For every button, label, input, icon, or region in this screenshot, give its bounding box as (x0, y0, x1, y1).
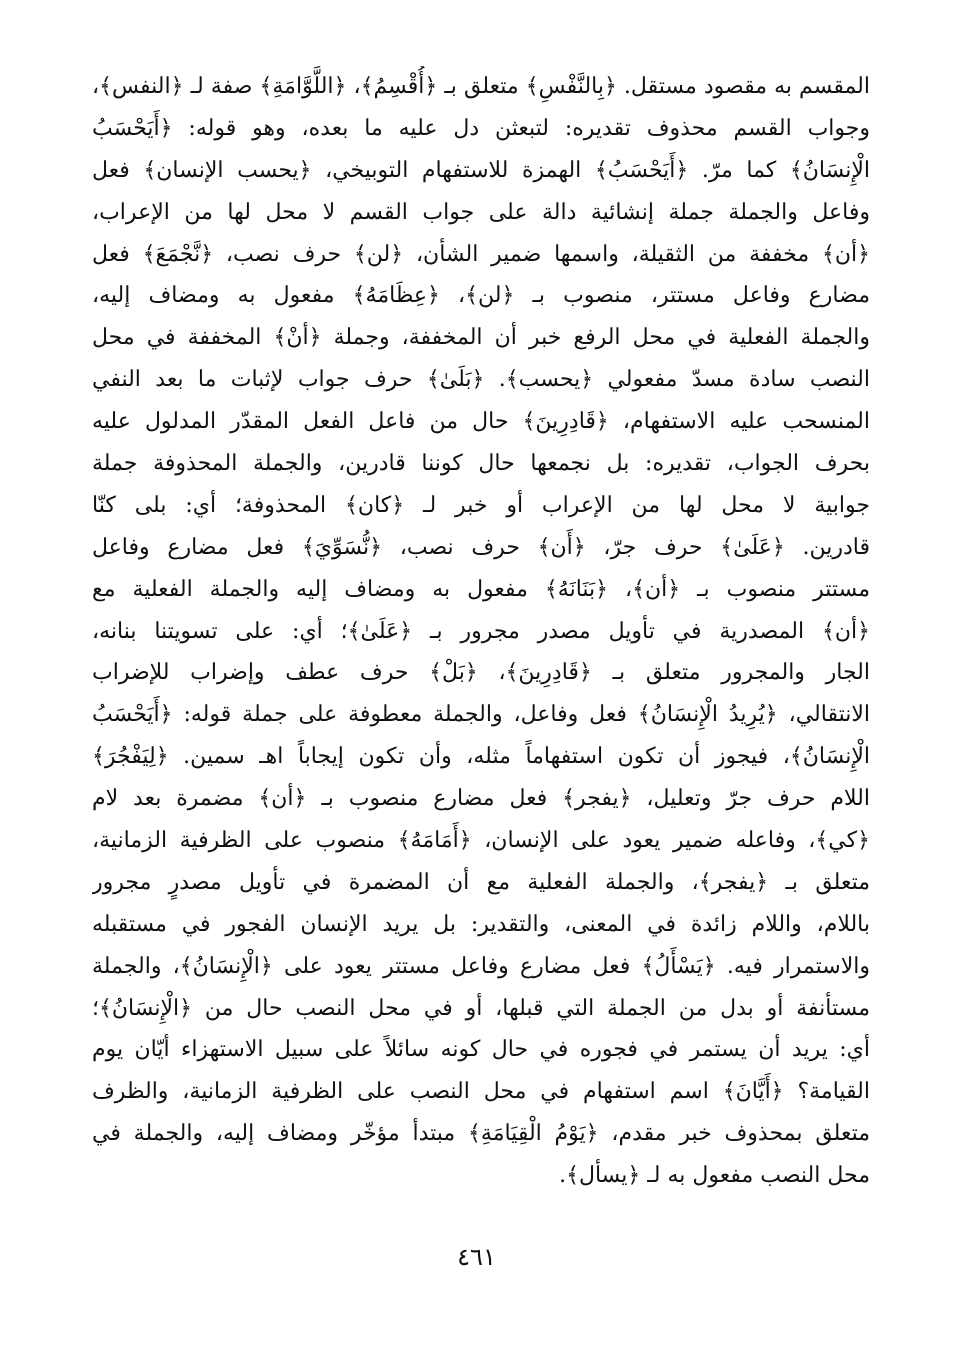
text-line: مضارع وفاعل مستتر، منصوب بـ ﴿لن﴾، ﴿عِظَامَهُ﴾ مفعول به ومضاف إليه، (92, 283, 870, 309)
text-line: اللام حرف جرّ وتعليل، ﴿يفجر﴾ فعل مضارع منصوب بـ ﴿أن﴾ مضمرة بعد لام (92, 786, 870, 812)
text-line: ﴿أن﴾ مخففة من الثقيلة، واسمها ضمير الشأن، ﴿لن﴾ حرف نصب، ﴿نَّجْمَعَ﴾ فعل (92, 241, 870, 267)
text-line: المنسحب عليه الاستفهام، ﴿قَادِرِينَ﴾ حال من فاعل الفعل المقدّر المدلول عليه (92, 409, 870, 435)
commentary-text (92, 66, 870, 1197)
text-line: ﴿كي﴾، وفاعله ضمير يعود على الإنسان، ﴿أَمَامَهُ﴾ منصوب على الظرفية الزمانية، (92, 828, 870, 854)
text-line: ﴿أن﴾ المصدرية في تأويل مصدر مجرور بـ ﴿عَلَىٰ﴾؛ أي: على تسويتنا بنانه، (92, 618, 870, 644)
text-line: مستتر منصوب بـ ﴿أن﴾، ﴿بَنَانَهُ﴾ مفعول به ومضاف إليه والجملة الفعلية مع (92, 576, 870, 602)
text-line: الانتقالي، ﴿يُرِيدُ الْإِنسَانُ﴾ فعل وفاعل، والجملة معطوفة على جملة قوله: ﴿أَيَحْسَبُ (92, 702, 870, 728)
text-line: محل النصب مفعول به لـ ﴿يسأل﴾. (559, 1163, 870, 1189)
text-line: الْإِنسَانُ﴾ كما مرّ. ﴿أَيَحْسَبُ﴾ الهمزة للاستفهام التوبيخي، ﴿يحسب الإنسان﴾ فعل (92, 157, 870, 183)
text-line: بحرف الجواب، تقديره: بل نجمعها حال كوننا قادرين، والجملة المحذوفة جملة (92, 451, 870, 477)
text-line: متعلق بمحذوف خبر مقدم، ﴿يَوْمُ الْقِيَامَةِ﴾ مبتدأ مؤخّر ومضاف إليه، والجملة في (92, 1121, 870, 1147)
page-body (92, 66, 870, 1197)
text-line: متعلق بـ ﴿يفجر﴾، والجملة الفعلية مع أن المضمرة في تأويل مصدرٍ مجرور (92, 869, 870, 895)
text-line: وجواب القسم محذوف تقديره: لتبعثن دل عليه ما بعده، وهو قوله: ﴿أَيَحْسَبُ (92, 115, 870, 141)
text-line: الجار والمجرور متعلق بـ ﴿قَادِرِينَ﴾، ﴿بَلْ﴾ حرف عطف وإضراب للإضراب (92, 660, 870, 686)
text-line: النصب سادة مسدّ مفعولي ﴿يحسب﴾. ﴿بَلَىٰ﴾ حرف جواب لإثبات ما بعد النفي (92, 367, 870, 393)
text-line: أي: يريد أن يستمر في فجوره في حال كونه سائلاً على سبيل الاستهزاء أيّان يوم (92, 1037, 870, 1063)
text-line: القيامة؟ ﴿أَيَّانَ﴾ اسم استفهام في محل النصب على الظرفية الزمانية، والظرف (92, 1079, 870, 1105)
text-line: جوابية لا محل لها من الإعراب أو خبر لـ ﴿كان﴾ المحذوفة؛ أي: بلى كنّا (92, 492, 870, 518)
text-line: وفاعل والجملة جملة إنشائية دالة على جواب القسم لا محل لها من الإعراب، (92, 199, 870, 225)
page-number: ٤٦١ (457, 1243, 496, 1271)
text-line: والاستمرار فيه. ﴿يَسْأَلُ﴾ فعل مضارع وفاعل مستتر يعود على ﴿الْإِنسَانُ﴾، والجملة (92, 953, 870, 979)
text-line: قادرين. ﴿عَلَىٰ﴾ حرف جرّ، ﴿أَن﴾ حرف نصب، ﴿نُّسَوِّيَ﴾ فعل مضارع وفاعل (92, 534, 870, 560)
text-line: والجملة الفعلية في محل الرفع خبر أن المخففة، وجملة ﴿أنْ﴾ المخففة في محل (92, 325, 870, 351)
text-line: الْإِنسَانُ﴾، فيجوز أن تكون استفهاماً مثله، وأن تكون إيجاباً اهـ سمين. ﴿لِيَفْجُرَ﴾ (92, 744, 870, 770)
text-line: باللام، واللام زائدة في المعنى، والتقدير: بل يريد الإنسان الفجور في مستقبله (92, 911, 870, 937)
text-line: المقسم به مقصود مستقل. ﴿بِالنَّفْسِ﴾ متعلق بـ ﴿أُقْسِمُ﴾، ﴿اللَّوَّامَةِ﴾ صفة لـ ﴿النفس﴾، (92, 74, 870, 99)
text-line: مستأنفة أو بدل من الجملة التي قبلها، أو في محل النصب حال من ﴿الْإِنسَانُ﴾؛ (92, 995, 870, 1021)
